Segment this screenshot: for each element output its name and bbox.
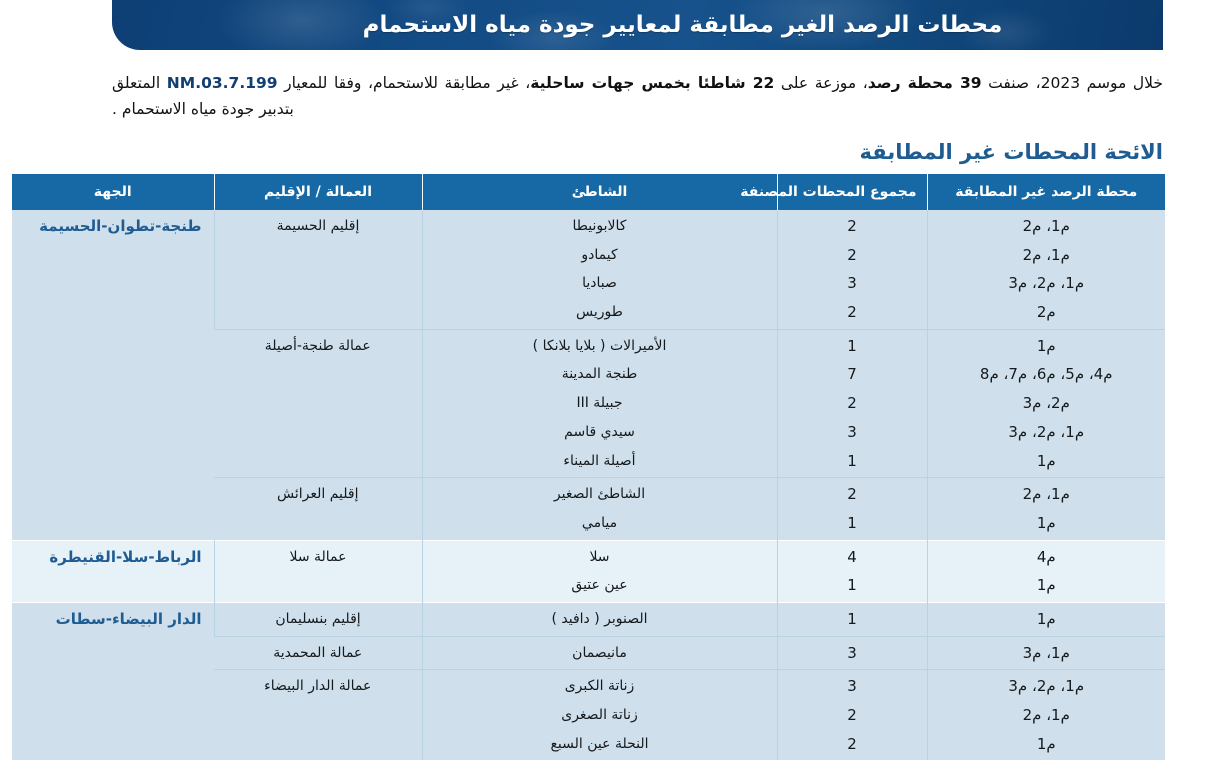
station-value: م1	[1036, 336, 1056, 355]
beach-name: سيدي قاسم	[564, 423, 635, 440]
total-value: 1	[847, 336, 857, 355]
table-header	[12, 174, 1165, 210]
cell-total-classified	[777, 670, 927, 760]
station-value: م1	[1036, 513, 1056, 532]
table-header-row	[12, 174, 1165, 210]
table-row	[12, 540, 1165, 602]
col-header-beach: الشاطئ	[422, 174, 777, 210]
region-name: طنجة-تطوان-الحسيمة	[39, 217, 202, 235]
cell-region	[12, 602, 214, 760]
total-value: 3	[847, 274, 857, 293]
cell-beach	[422, 670, 777, 760]
total-value: 2	[847, 734, 857, 753]
header-banner	[112, 0, 1163, 50]
col-header-total: مجموع المحطات المصنفة	[777, 174, 927, 210]
total-value: 2	[847, 245, 857, 264]
section-heading: الائحة المحطات غير المطابقة	[859, 140, 1163, 164]
province-name: إقليم العرائش	[277, 486, 359, 503]
region-name: الدار البيضاء-سطات	[55, 609, 202, 628]
beach-name: طنجة المدينة	[561, 366, 638, 383]
page-header	[0, 0, 1216, 56]
beach-name: الصنوبر ( دافيد )	[551, 610, 648, 627]
col-header-station: محطة الرصد غير المطابقة	[927, 174, 1165, 210]
intro-paragraph	[112, 70, 1163, 122]
beach-name: زناتة الصغرى	[561, 707, 638, 723]
station-value: م4	[1036, 547, 1056, 566]
province-name: عمالة سلا	[289, 548, 347, 565]
total-value: 2	[847, 217, 857, 235]
cell-beach	[422, 210, 777, 329]
cell-region	[12, 210, 214, 540]
cell-stations	[927, 478, 1165, 540]
cell-total-classified	[777, 478, 927, 540]
total-value: 1	[847, 513, 857, 532]
total-value: 1	[847, 576, 857, 595]
station-value: م1، م2، م3	[1008, 274, 1085, 293]
beach-name: كالابونيطا	[572, 218, 627, 234]
province-name: إقليم بنسليمان	[275, 610, 361, 627]
total-value: 3	[847, 422, 857, 441]
station-value: م1، م2	[1022, 245, 1070, 264]
cell-stations	[927, 636, 1165, 670]
beach-name: أصيلة الميناء	[563, 452, 636, 469]
total-value: 2	[847, 485, 857, 504]
table-body	[12, 210, 1165, 760]
cell-beach	[422, 478, 777, 540]
table-row	[12, 210, 1165, 329]
intro-stations-count: 39 محطة رصد	[867, 74, 982, 92]
station-value: م1	[1036, 576, 1056, 595]
cell-stations	[927, 670, 1165, 760]
page-title: محطات الرصد الغير مطابقة لمعايير جودة مياه الاستحمام	[362, 12, 1003, 38]
cell-beach	[422, 602, 777, 636]
intro-text-2: ، موزعة على	[774, 74, 868, 92]
province-name: عمالة المحمدية	[273, 644, 363, 661]
beach-name: طوريس	[576, 304, 623, 321]
rosette-ornament-icon	[34, 2, 78, 46]
cell-stations	[927, 329, 1165, 477]
total-value: 3	[847, 677, 857, 696]
cell-province	[214, 329, 422, 477]
intro-text-3: ، غير مطابقة للاستحمام، وفقا للمعيار	[277, 74, 531, 92]
total-value: 2	[847, 706, 857, 724]
station-value: م1	[1036, 734, 1056, 753]
cell-beach	[422, 329, 777, 477]
cell-region	[12, 540, 214, 602]
province-name: عمالة طنجة-أصيلة	[264, 337, 371, 354]
beach-name: الأميرالات ( بلايا بلانكا )	[532, 337, 667, 354]
station-value: م1، م2	[1022, 217, 1070, 235]
non-compliant-stations-table	[12, 174, 1165, 760]
cell-total-classified	[777, 210, 927, 329]
cell-province	[214, 210, 422, 329]
banner-left-curve	[0, 0, 38, 56]
beach-name: النحلة عين السبع	[550, 735, 649, 752]
col-header-province: العمالة / الإقليم	[214, 174, 422, 210]
station-value: م1	[1036, 451, 1056, 470]
cell-stations	[927, 540, 1165, 602]
beach-name: عين عتيق	[571, 577, 628, 594]
station-value: م1، م3	[1022, 643, 1070, 662]
cell-province	[214, 602, 422, 636]
station-value: م2، م3	[1022, 394, 1070, 413]
beach-name: ميامي	[581, 514, 618, 531]
beach-name: صباديا	[582, 275, 617, 292]
cell-total-classified	[777, 329, 927, 477]
total-value: 1	[847, 451, 857, 470]
station-value: م1، م2	[1022, 485, 1070, 504]
region-name: الرباط-سلا-القنيطرة	[49, 547, 202, 566]
province-name: إقليم الحسيمة	[276, 218, 360, 234]
station-value: م4، م5، م6، م7، م8	[979, 365, 1113, 384]
cell-beach	[422, 636, 777, 670]
province-name: عمالة الدار البيضاء	[264, 678, 372, 695]
station-value: م2	[1036, 303, 1056, 322]
intro-beaches-count: 22 شاطئا بخمس جهات ساحلية	[530, 74, 775, 92]
total-value: 2	[847, 394, 857, 413]
beach-name: سلا	[589, 548, 610, 565]
stations-table-wrapper	[39, 174, 1165, 760]
beach-name: مانيصمان	[572, 644, 627, 661]
cell-total-classified	[777, 602, 927, 636]
cell-beach	[422, 540, 777, 602]
beach-name: زناتة الكبرى	[564, 678, 635, 695]
station-value: م1، م2	[1022, 706, 1070, 724]
cell-province	[214, 540, 422, 602]
station-value: م1، م2، م3	[1008, 677, 1085, 696]
beach-name: جبيلة III	[576, 395, 623, 412]
beach-name: الشاطئ الصغير	[553, 486, 646, 503]
total-value: 4	[847, 547, 857, 566]
cell-province	[214, 636, 422, 670]
col-header-region: الجهة	[12, 174, 214, 210]
total-value: 2	[847, 303, 857, 322]
cell-stations	[927, 210, 1165, 329]
station-value: م1	[1036, 609, 1056, 628]
station-value: م1، م2، م3	[1008, 422, 1085, 441]
table-row	[12, 602, 1165, 636]
total-value: 7	[847, 365, 857, 384]
total-value: 1	[847, 609, 857, 628]
cell-stations	[927, 602, 1165, 636]
cell-province	[214, 670, 422, 760]
cell-province	[214, 478, 422, 540]
standard-code: NM.03.7.199	[166, 74, 278, 92]
intro-text-4: المتعلق بتدبير جودة مياه الاستحمام .	[112, 74, 294, 118]
cell-total-classified	[777, 540, 927, 602]
intro-text-1: خلال موسم 2023، صنفت	[981, 74, 1163, 92]
beach-name: كيمادو	[581, 246, 618, 263]
cell-total-classified	[777, 636, 927, 670]
total-value: 3	[847, 643, 857, 662]
